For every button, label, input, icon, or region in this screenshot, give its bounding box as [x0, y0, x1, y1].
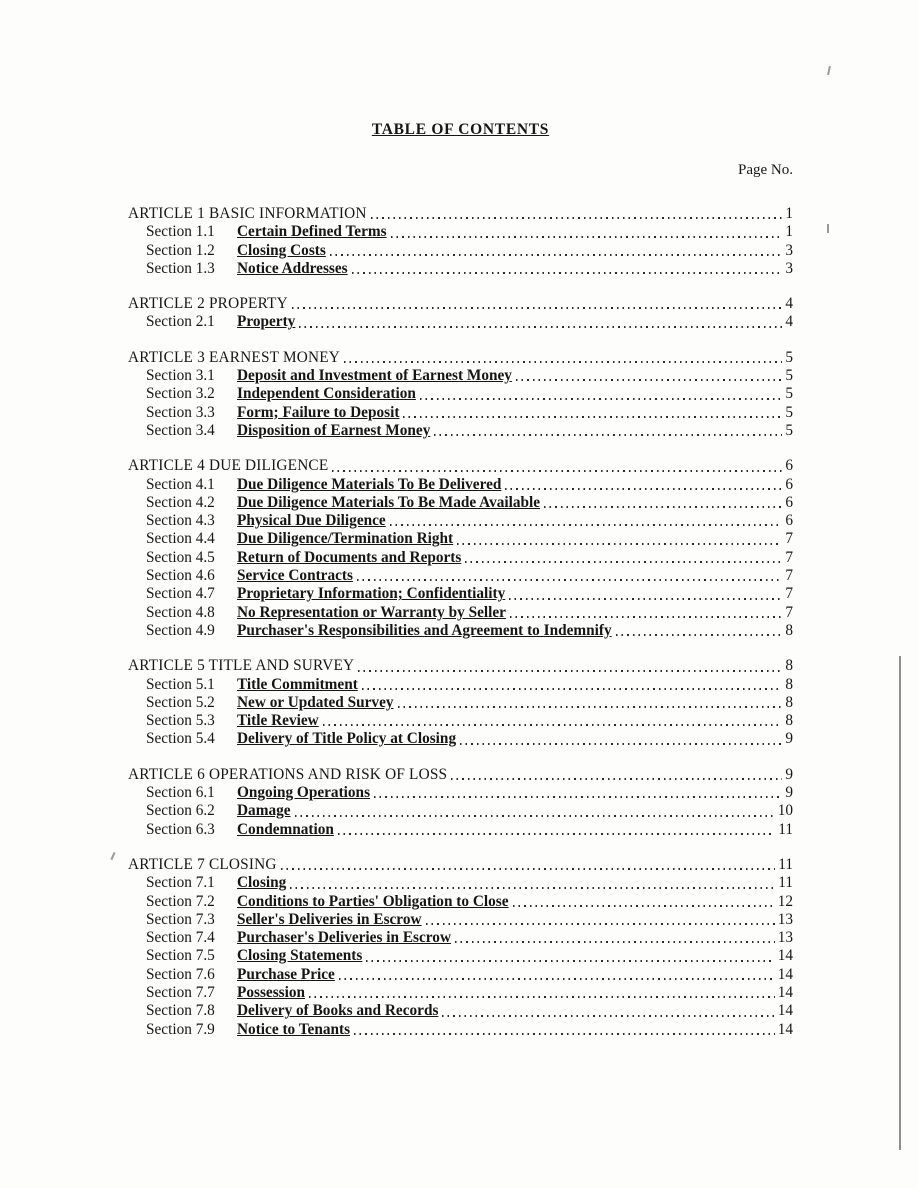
section-page-number: 14 [777, 1002, 793, 1020]
article-title: ARTICLE 2 PROPERTY [128, 295, 288, 313]
section-title: Conditions to Parties' Obligation to Close [237, 892, 509, 910]
section-number: Section 4.7 [146, 585, 215, 603]
article-title: ARTICLE 6 OPERATIONS AND RISK OF LOSS [128, 765, 448, 783]
section-number: Section 2.1 [146, 313, 215, 331]
section-page-number: 5 [785, 421, 793, 439]
section-page-number: 11 [778, 820, 793, 838]
section-number: Section 7.1 [146, 874, 215, 892]
dot-leader [323, 724, 783, 726]
section-number: Section 7.8 [146, 1002, 215, 1020]
dot-leader [354, 1033, 775, 1035]
section-entry [128, 494, 793, 512]
dot-leader [366, 960, 774, 962]
article-entry [128, 766, 793, 784]
section-title: Due Diligence/Termination Right [237, 530, 454, 548]
scan-artifact-line [899, 656, 901, 1150]
section-entry [128, 313, 793, 331]
section-entry [128, 422, 793, 440]
dot-leader [358, 670, 782, 672]
dot-leader [281, 868, 776, 870]
article-page-number: 6 [785, 457, 793, 475]
dot-leader [371, 217, 783, 219]
section-entry [128, 929, 793, 947]
section-entry [128, 1021, 793, 1039]
article-block [128, 295, 793, 332]
section-page-number: 8 [785, 693, 793, 711]
section-title: Closing [237, 874, 287, 892]
section-entry [128, 730, 793, 748]
section-page-number: 7 [785, 585, 793, 603]
section-entry [128, 567, 793, 585]
section-title: Closing Costs [237, 241, 326, 259]
dot-leader [442, 1015, 774, 1017]
section-entry [128, 585, 793, 603]
section-number: Section 7.9 [146, 1020, 215, 1038]
section-number: Section 7.4 [146, 929, 215, 947]
section-page-number: 3 [785, 241, 793, 259]
article-entry [128, 295, 793, 313]
dot-leader [338, 833, 775, 835]
section-page-number: 7 [785, 567, 793, 585]
section-title: Form; Failure to Deposit [237, 403, 400, 421]
dot-leader [290, 887, 775, 889]
article-title: ARTICLE 3 EARNEST MONEY [128, 348, 341, 366]
dot-leader [339, 978, 775, 980]
section-page-number: 14 [777, 947, 793, 965]
section-page-number: 14 [777, 965, 793, 983]
section-page-number: 4 [785, 313, 793, 331]
article-page-number: 11 [778, 855, 793, 873]
section-page-number: 6 [785, 493, 793, 511]
section-entry [128, 530, 793, 548]
section-page-number: 5 [785, 367, 793, 385]
section-number: Section 4.5 [146, 548, 215, 566]
section-entry [128, 802, 793, 820]
section-page-number: 5 [785, 385, 793, 403]
section-page-number: 6 [785, 475, 793, 493]
article-page-number: 8 [785, 657, 793, 675]
dot-leader [292, 307, 783, 309]
dot-leader [616, 634, 783, 636]
section-title: Purchaser's Deliveries in Escrow [237, 929, 451, 947]
section-title: Return of Documents and Reports [237, 548, 462, 566]
section-number: Section 3.2 [146, 385, 215, 403]
section-title: Due Diligence Materials To Be Made Available [237, 493, 541, 511]
dot-leader [505, 488, 782, 490]
section-number: Section 1.3 [146, 259, 215, 277]
section-title: Closing Statements [237, 947, 363, 965]
dot-leader [451, 778, 782, 780]
dot-leader [295, 815, 775, 817]
section-page-number: 7 [785, 548, 793, 566]
dot-leader [330, 254, 783, 256]
section-entry [128, 549, 793, 567]
section-title: Title Commitment [237, 675, 358, 693]
section-entry [128, 476, 793, 494]
dot-leader [332, 470, 782, 472]
section-number: Section 4.8 [146, 603, 215, 621]
section-entry [128, 893, 793, 911]
section-page-number: 12 [777, 892, 793, 910]
dot-leader [465, 561, 782, 563]
section-number: Section 5.3 [146, 712, 215, 730]
section-number: Section 7.2 [146, 892, 215, 910]
section-title: Title Review [237, 712, 319, 730]
dot-leader [455, 941, 775, 943]
scan-speck [827, 224, 829, 233]
section-entry [128, 784, 793, 802]
article-entry [128, 657, 793, 675]
section-entry [128, 874, 793, 892]
dot-leader [420, 398, 782, 400]
section-title: Notice to Tenants [237, 1020, 351, 1038]
section-number: Section 4.9 [146, 621, 215, 639]
section-number: Section 4.2 [146, 493, 215, 511]
section-entry [128, 712, 793, 730]
section-page-number: 9 [785, 730, 793, 748]
dot-leader [391, 236, 783, 238]
dot-leader [309, 996, 775, 998]
dot-leader [390, 524, 783, 526]
article-entry [128, 856, 793, 874]
section-title: Delivery of Books and Records [237, 1002, 439, 1020]
section-entry [128, 223, 793, 241]
article-title: ARTICLE 5 TITLE AND SURVEY [128, 657, 355, 675]
section-entry [128, 385, 793, 403]
section-title: Independent Consideration [237, 385, 416, 403]
section-number: Section 4.1 [146, 475, 215, 493]
article-page-number: 4 [785, 295, 793, 313]
section-entry [128, 404, 793, 422]
dot-leader [357, 579, 782, 581]
section-page-number: 14 [777, 1020, 793, 1038]
dot-leader [544, 506, 782, 508]
section-entry [128, 512, 793, 530]
section-title: Property [237, 313, 296, 331]
section-entry [128, 367, 793, 385]
dot-leader [352, 272, 783, 274]
section-title: Possession [237, 983, 305, 1001]
section-title: Purchase Price [237, 965, 335, 983]
section-number: Section 5.4 [146, 730, 215, 748]
section-page-number: 3 [785, 259, 793, 277]
dot-leader [299, 326, 782, 328]
section-entry [128, 966, 793, 984]
article-page-number: 1 [785, 205, 793, 222]
dot-leader [374, 796, 782, 798]
section-title: Disposition of Earnest Money [237, 421, 431, 439]
section-number: Section 7.6 [146, 965, 215, 983]
section-entry [128, 1002, 793, 1020]
section-number: Section 4.3 [146, 512, 215, 530]
section-title: No Representation or Warranty by Seller [237, 603, 506, 621]
section-title: Due Diligence Materials To Be Delivered [237, 475, 502, 493]
dot-leader [398, 706, 783, 708]
section-page-number: 13 [777, 910, 793, 928]
article-title: ARTICLE 4 DUE DILIGENCE [128, 457, 329, 475]
section-number: Section 6.3 [146, 820, 215, 838]
section-number: Section 7.7 [146, 983, 215, 1001]
table-of-contents [128, 205, 793, 1039]
article-page-number: 9 [785, 765, 793, 783]
section-entry [128, 604, 793, 622]
dot-leader [510, 616, 782, 618]
section-title: Seller's Deliveries in Escrow [237, 910, 422, 928]
section-page-number: 7 [785, 603, 793, 621]
section-title: Service Contracts [237, 567, 353, 585]
section-entry [128, 984, 793, 1002]
section-title: Purchaser's Responsibilities and Agreement to Indemnify [237, 621, 612, 639]
section-title: Ongoing Operations [237, 784, 371, 802]
dot-leader [513, 905, 775, 907]
section-page-number: 10 [777, 802, 793, 820]
dot-leader [426, 923, 775, 925]
section-title: Proprietary Information; Confidentiality [237, 585, 506, 603]
section-number: Section 6.2 [146, 802, 215, 820]
article-block [128, 856, 793, 1039]
section-entry [128, 622, 793, 640]
article-block [128, 349, 793, 440]
section-title: Deposit and Investment of Earnest Money [237, 367, 512, 385]
dot-leader [460, 743, 782, 745]
section-number: Section 3.1 [146, 367, 215, 385]
section-entry [128, 911, 793, 929]
dot-leader [362, 688, 783, 690]
section-page-number: 8 [785, 675, 793, 693]
article-entry [128, 349, 793, 367]
section-page-number: 9 [785, 784, 793, 802]
page-no-label: Page No. [738, 162, 793, 178]
section-entry [128, 821, 793, 839]
section-number: Section 4.4 [146, 530, 215, 548]
article-block [128, 657, 793, 748]
section-title: New or Updated Survey [237, 693, 394, 711]
section-number: Section 4.6 [146, 567, 215, 585]
section-number: Section 7.3 [146, 910, 215, 928]
section-title: Condemnation [237, 820, 334, 838]
section-page-number: 6 [785, 512, 793, 530]
article-block [128, 766, 793, 839]
section-page-number: 13 [777, 929, 793, 947]
section-number: Section 3.4 [146, 421, 215, 439]
section-number: Section 1.2 [146, 241, 215, 259]
section-number: Section 5.2 [146, 693, 215, 711]
dot-leader [457, 543, 782, 545]
section-page-number: 8 [785, 621, 793, 639]
section-number: Section 1.1 [146, 223, 215, 241]
section-title: Physical Due Diligence [237, 512, 386, 530]
section-number: Section 6.1 [146, 784, 215, 802]
article-title: ARTICLE 1 BASIC INFORMATION [128, 205, 367, 222]
section-entry [128, 947, 793, 965]
page-title: TABLE OF CONTENTS [371, 121, 550, 138]
section-entry [128, 694, 793, 712]
section-title: Notice Addresses [237, 259, 348, 277]
section-title: Delivery of Title Policy at Closing [237, 730, 457, 748]
dot-leader [516, 379, 782, 381]
dot-leader [434, 434, 782, 436]
section-page-number: 1 [785, 223, 793, 241]
article-page-number: 5 [785, 348, 793, 366]
section-page-number: 8 [785, 712, 793, 730]
section-number: Section 7.5 [146, 947, 215, 965]
section-title: Certain Defined Terms [237, 223, 387, 241]
section-entry [128, 676, 793, 694]
section-page-number: 14 [777, 983, 793, 1001]
dot-leader [509, 598, 782, 600]
section-page-number: 7 [785, 530, 793, 548]
section-page-number: 11 [778, 874, 793, 892]
dot-leader [403, 416, 782, 418]
section-number: Section 3.3 [146, 403, 215, 421]
article-entry [128, 457, 793, 475]
article-block [128, 205, 793, 278]
section-number: Section 5.1 [146, 675, 215, 693]
dot-leader [344, 361, 782, 363]
article-block [128, 457, 793, 640]
section-entry [128, 242, 793, 260]
section-entry [128, 260, 793, 278]
section-page-number: 5 [785, 403, 793, 421]
article-entry [128, 205, 793, 223]
article-title: ARTICLE 7 CLOSING [128, 855, 277, 873]
section-title: Damage [237, 802, 291, 820]
